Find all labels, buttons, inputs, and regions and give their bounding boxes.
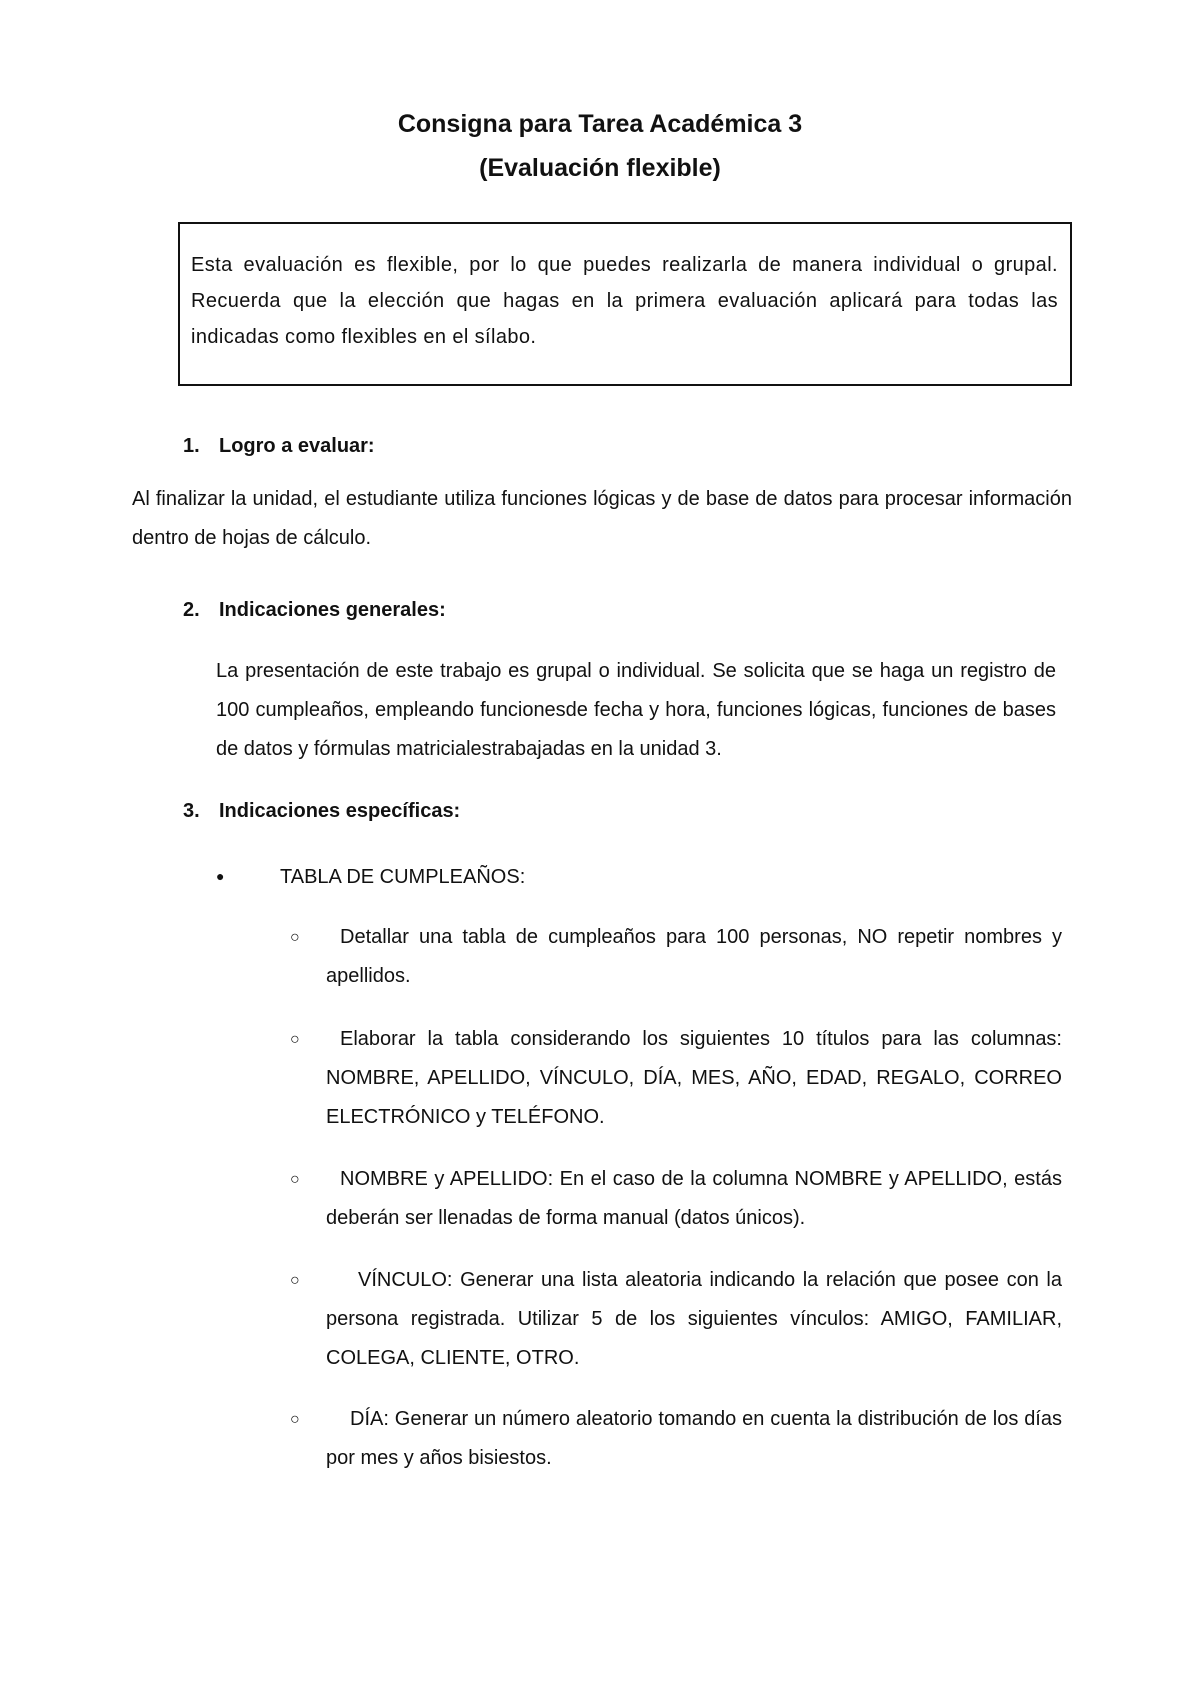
sub-item-text: Detallar una tabla de cumpleaños para 100 personas, NO repetir nombres y apellidos. (326, 926, 1062, 987)
section-number: 2. (183, 599, 200, 621)
section-number: 3. (183, 800, 200, 822)
section-text-logro: Al finalizar la unidad, el estudiante utiliza funciones lógicas y de base de datos para procesar información dentro de hojas de cálculo. (132, 488, 1072, 549)
section-heading-text: Indicaciones generales: (219, 599, 446, 621)
sub-list-item (290, 1020, 1062, 1137)
sub-item-text: NOMBRE y APELLIDO: En el caso de la columna NOMBRE y APELLIDO, estás deberán ser llenadas de forma manual (datos únicos). (326, 1168, 1062, 1229)
section-heading-logro (183, 432, 375, 460)
bullet-icon: ● (216, 868, 225, 884)
document-subtitle: (Evaluación flexible) (479, 154, 721, 182)
section-number: 1. (183, 435, 200, 457)
circle-bullet-icon: ○ (290, 1171, 300, 1188)
flexible-evaluation-notice-box (178, 222, 1072, 386)
section-heading-indicaciones-especificas (183, 797, 460, 825)
section-heading-text: Indicaciones específicas: (219, 800, 461, 822)
section-heading-indicaciones-generales (183, 596, 446, 624)
circle-bullet-icon: ○ (290, 1031, 300, 1048)
sub-list-item (290, 918, 1062, 996)
bullet-text: TABLA DE CUMPLEAÑOS: (280, 866, 526, 888)
circle-bullet-icon: ○ (290, 1272, 300, 1289)
section-text-indicaciones-generales: La presentación de este trabajo es grupal o individual. Se solicita que se haga un registro de 100 cumpleaños, empleando funcionesde fecha y hora, funciones lógicas, funciones de bases de datos y fórmulas matricialestrabajadas en la unidad 3. (216, 660, 1056, 760)
document-title: Consigna para Tarea Académica 3 (397, 110, 803, 138)
notice-text: Esta evaluación es flexible, por lo que puedes realizarla de manera individual o grupal. Recuerda que la elección que hagas en la primera evaluación aplicará para todas las indicadas como flexibles en el sílabo. (191, 254, 1058, 348)
sub-item-text: VÍNCULO: Generar una lista aleatoria indicando la relación que posee con la persona registrada. Utilizar 5 de los siguientes vínculos: AMIGO, FAMILIAR, COLEGA, CLIENTE, OTRO. (326, 1269, 1062, 1369)
bullet-item-tabla (216, 862, 525, 891)
sub-item-text: Elaborar la tabla considerando los siguientes 10 títulos para las columnas: NOMBRE, APELLIDO, VÍNCULO, DÍA, MES, AÑO, EDAD, REGALO, CORREO ELECTRÓNICO y TELÉFONO. (326, 1028, 1062, 1128)
sub-list-item (290, 1160, 1062, 1238)
sub-list-item (290, 1400, 1062, 1478)
sub-item-text: DÍA: Generar un número aleatorio tomando en cuenta la distribución de los días por mes y años bisiestos. (326, 1408, 1062, 1469)
section-heading-text: Logro a evaluar: (219, 435, 375, 457)
circle-bullet-icon: ○ (290, 929, 300, 946)
sub-list-item (290, 1261, 1062, 1378)
circle-bullet-icon: ○ (290, 1411, 300, 1428)
